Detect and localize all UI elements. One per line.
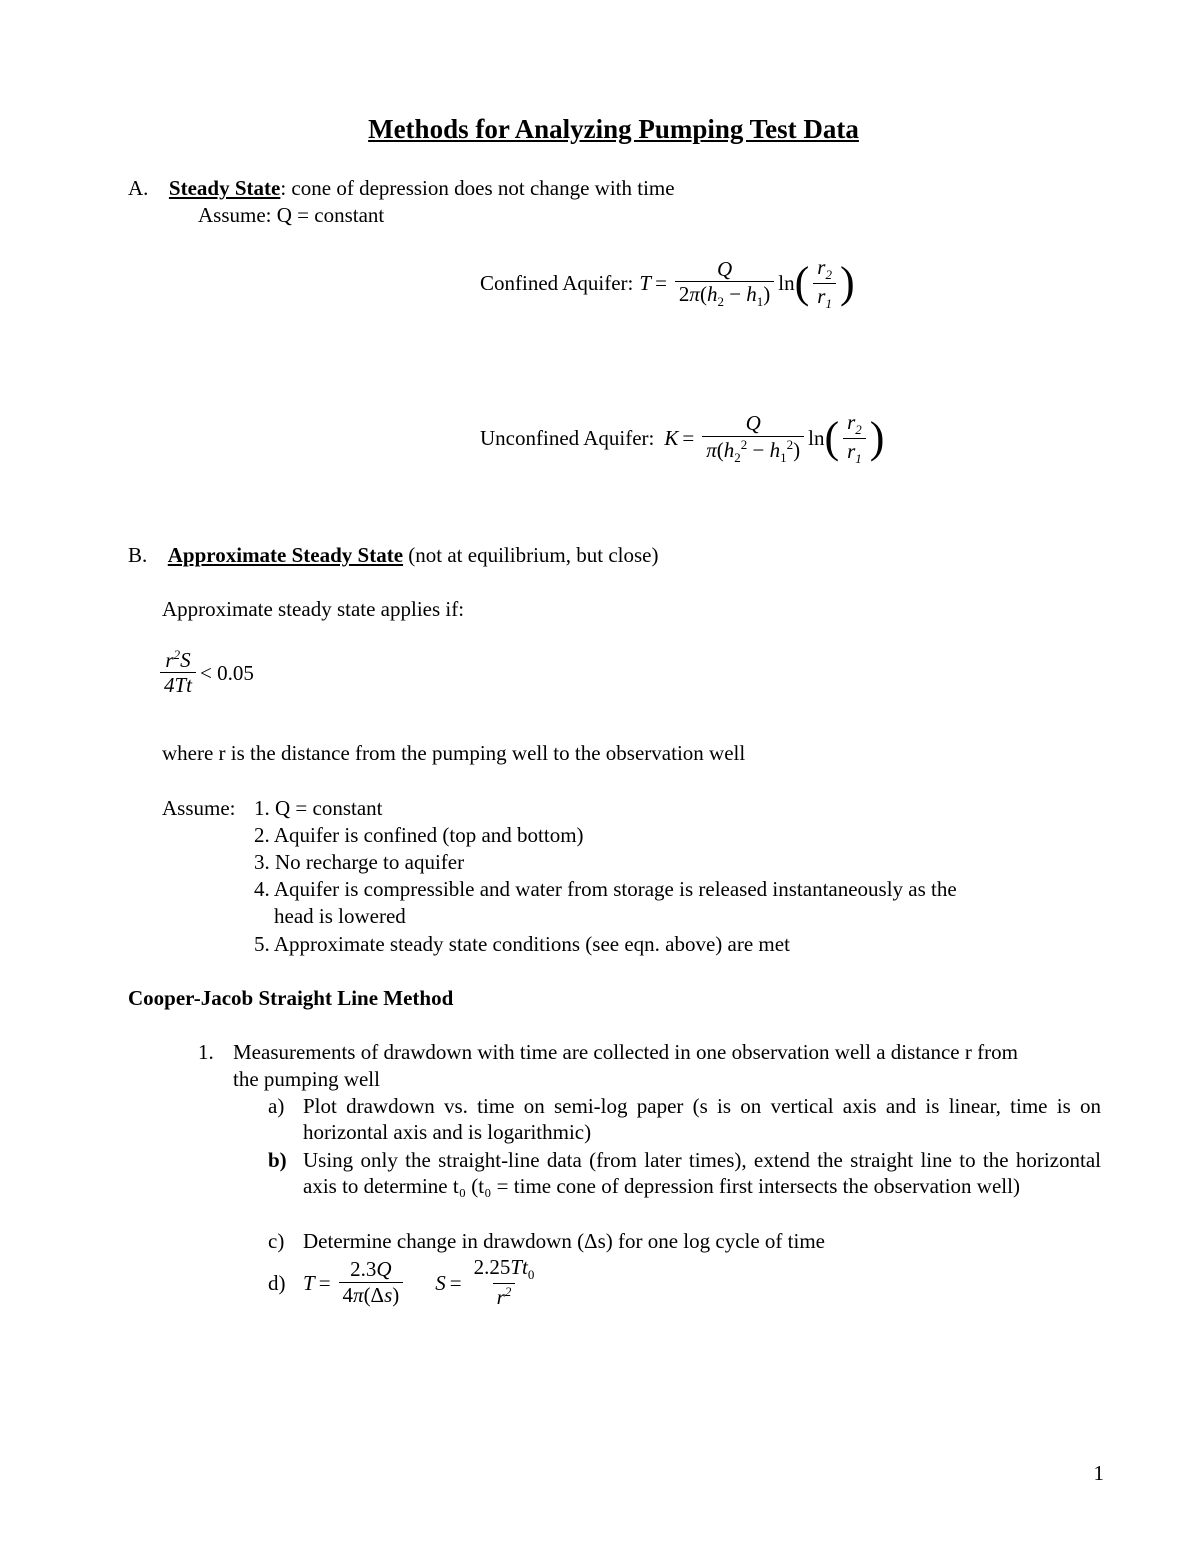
ratio-numerator: $r_2$ [817,255,832,283]
step-line-2: the pumping well [233,1067,380,1091]
assumption-3: 3. No recharge to aquifer [254,850,465,874]
equals-sign: = [655,271,667,296]
fraction-denominator: 4π(Δs) [339,1282,404,1308]
cooper-jacob-heading: Cooper-Jacob Straight Line Method [128,986,454,1010]
assumption-4: 4. Aquifer is compressible and water from storage is released instantaneously as the [254,877,957,901]
fraction-numerator: Q [745,411,761,436]
cooper-jacob-equations [303,1255,542,1310]
fraction-numerator: Q [717,256,733,281]
fraction-denominator: $2\pi(h_2 - h_1)$ [675,281,774,310]
ln-function: ln [778,271,795,296]
section-b-applies: Approximate steady state applies if: [162,597,465,621]
close-paren: ) [839,258,855,308]
fraction-denominator: $r^2$ [493,1283,516,1310]
equation-lhs-S: S [435,1270,446,1295]
steady-state-condition [160,648,254,698]
section-b-where: where r is the distance from the pumping well to the observation well [162,741,746,765]
radius-ratio [813,255,836,312]
ratio-numerator: $r_2$ [847,410,862,438]
assumption-2: 2. Aquifer is confined (top and bottom) [254,823,584,847]
equation-lhs-T: T [639,271,652,296]
section-b-description: (not at equilibrium, but close) [403,543,659,567]
ratio-denominator: $r_1$ [813,283,836,312]
condition-fraction [160,648,196,698]
radius-ratio [843,410,866,467]
section-a-title: Steady State [168,176,281,200]
assumption-4-continued: head is lowered [274,904,406,928]
open-paren: ( [824,413,840,463]
assumption-1: 1. Q = constant [254,796,383,820]
condition-rhs: < 0.05 [200,661,254,686]
item-a-text: Plot drawdown vs. time on semi-log paper (s is on vertical axis and is linear, time is on horizontal axis and is logarithmic) [303,1094,1101,1145]
fraction-numerator: 2.3Q [350,1257,392,1282]
item-d-label: d) [268,1271,286,1295]
unconfined-fraction [702,411,804,465]
fraction-numerator: $2.25Tt_0$ [473,1255,535,1283]
equation-lhs-K: K [664,426,679,451]
unconfined-aquifer-equation [480,410,884,467]
item-b-label: b) [268,1148,287,1172]
confined-aquifer-equation [480,255,855,312]
item-c-label: c) [268,1229,285,1253]
equals-sign: = [449,1270,462,1295]
item-a-label: a) [268,1094,285,1118]
section-b-letter: B. [128,543,148,567]
close-paren: ) [869,413,885,463]
transmissivity-fraction [339,1257,404,1307]
section-b-heading [128,542,658,568]
section-b-title: Approximate Steady State [167,543,404,567]
section-a-assume: Assume: Q = constant [198,203,385,227]
assume-label: Assume: [162,796,236,820]
page-number: 1 [1093,1461,1104,1485]
ratio-denominator: $r_1$ [843,438,866,467]
step-number: 1. [198,1040,214,1064]
unconfined-aquifer-label: Unconfined Aquifer: [480,426,655,451]
condition-numerator: $r^2S$ [165,647,191,672]
open-paren: ( [794,258,810,308]
equals-sign: = [318,1270,331,1295]
item-b-text: Using only the straight-line data (from later times), extend the straight line to the horizontal axis to determine t₀ (t₀ = time cone of depression first intersects the observation well) [303,1148,1101,1199]
item-c-text: Determine change in drawdown (Δs) for one log cycle of time [303,1229,825,1253]
confined-fraction [675,257,774,310]
section-a-letter: A. [128,176,149,200]
section-a-heading [128,175,675,201]
fraction-denominator: $\pi(h_2^2 - h_1^2)$ [702,436,804,466]
equation-lhs-T: T [303,1270,315,1295]
step-line-1: Measurements of drawdown with time are collected in one observation well a distance r from [233,1040,1018,1064]
confined-aquifer-label: Confined Aquifer: [480,271,634,296]
condition-denominator: 4Tt [160,672,196,698]
ln-function: ln [808,426,825,451]
page-title: Methods for Analyzing Pumping Test Data [368,114,859,144]
assumption-5: 5. Approximate steady state conditions (see eqn. above) are met [254,932,790,956]
section-a-description: : cone of depression does not change with time [280,176,675,200]
storativity-fraction [470,1255,539,1310]
equals-sign: = [682,426,695,451]
